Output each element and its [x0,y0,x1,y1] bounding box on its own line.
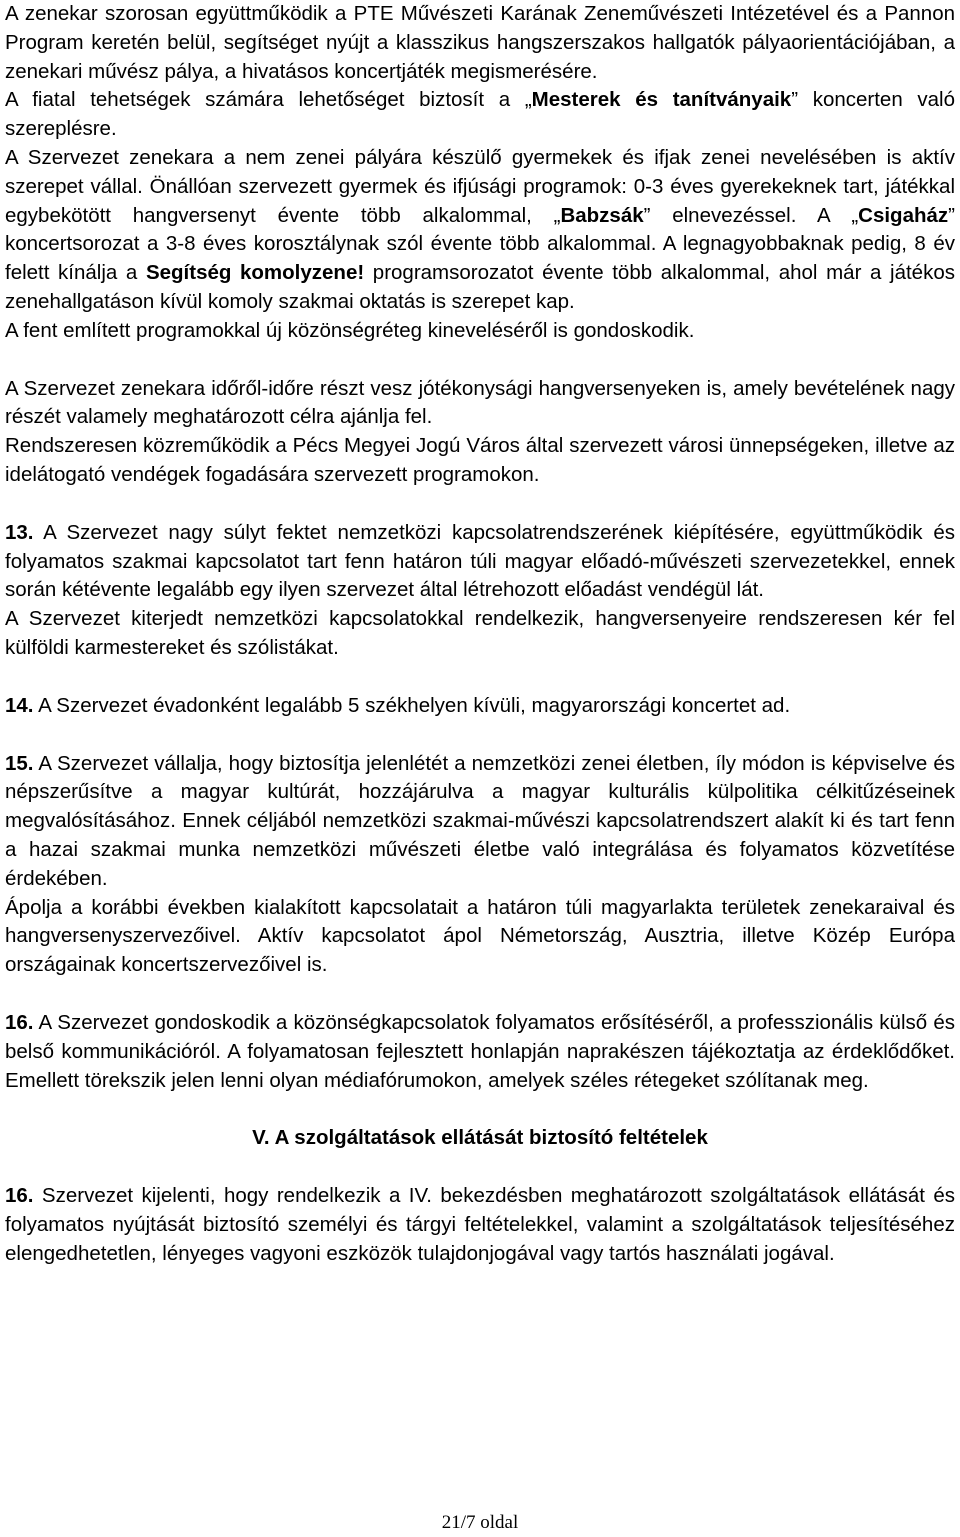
section-heading: V. A szolgáltatások ellátását biztosító feltételek [252,1126,708,1150]
spacer [5,721,955,750]
program-csigahaz: Csigaház [858,203,949,227]
item-13: 13. A Szervezet nagy súlyt fektet nemzetközi kapcsolatrendszerének kiépítésére, együttműködik és folyamatos szakmai kapcsolatot tart fenn határon túli magyar előadó-művészeti szervezetekkel, ennek során kétévente legalább egy ilyen szervezet által létrehozott előadást vendégül lát. [5,520,955,602]
item-number: 14. [5,693,34,717]
program-babzsak: Babzsák [560,203,644,227]
item-number: 15. [5,751,34,775]
concert-name: Mesterek és tanítványaik [531,88,792,112]
paragraph-charity: A Szervezet zenekara időről-időre részt vesz jótékonysági hangversenyeken is, amely bevételének nagy részét valamely meghatározott célra ajánlja fel. [5,376,955,429]
page-number: 21/7 oldal [441,1512,519,1533]
paragraph-youth-programs: A Szervezet zenekara a nem zenei pályára készülő gyermekek és ifjak zenei nevelésében is aktív szerepet vállal. Önállóan szervezett gyermek és ifjúsági programok: 0-3 éves gyerekeknek tart, játékkal egybekötött hangversenyt évente több alkalommal, „Babzsák” elnevezéssel. A „Csigaház” koncertsorozat a 3-8 éves korosztálynak szól évente több alkalommal. A legnagyobbaknak pedig, 8 év felett kínálja a Segítség komolyzene! programsorozatot évente több alkalommal, ahol már a játékos zenehallgatáson kívül komoly szakmai oktatás is szerepet kap. [5,145,955,313]
paragraph-city-events: Rendszeresen közreműködik a Pécs Megyei Jogú Város által szervezett városi ünnepségeken, illetve az idelátogató vendégek fogadására szervezett programokon. [5,434,955,486]
spacer [5,346,955,375]
paragraph-talents: A fiatal tehetségek számára lehetőséget biztosít a „Mesterek és tanítványaik” koncerten való szereplésre. [5,88,956,141]
item-14: 14. A Szervezet évadonként legalább 5 székhelyen kívüli, magyarországi koncertet ad. [5,693,791,717]
spacer [5,490,955,519]
spacer [5,663,955,692]
paragraph-new-audience: A fent említett programokkal új közönségréteg kineveléséről is gondoskodik. [5,318,695,342]
program-segitseg: Segítség komolyzene! [145,261,365,285]
item-15-continued: Ápolja a korábbi években kialakított kapcsolatait a határon túli magyarlakta területek zenekaraival és hangversenyszervezőivel. Aktív kapcsolatot ápol Németország, Ausztria, illetve Közép Európa országainak koncertszervezőivel is. [5,895,955,977]
item-15: 15. A Szervezet vállalja, hogy biztosítja jelenlétét a nemzetközi zenei életben, íly módon is képviselve és népszerűsítve a magyar kultúrát, hozzájárulva a magyar kulturális külpolitika célkitűzéseinek megvalósításához. Ennek céljából nemzetközi szakmai-művészi kapcsolatrendszert alakít ki és tart fenn a hazai szakmai munka nemzetközi művészeti életbe való integrálása és folyamatos közvetítése érdekében. [5,751,955,890]
item-number: 13. [5,520,34,544]
spacer [5,980,955,1009]
item-number: 16. [5,1184,34,1208]
item-16-communication: 16. A Szervezet gondoskodik a közönségkapcsolatok folyamatos erősítéséről, a professzionális külső és belső kommunikációról. A folyamatosan fejlesztett honlapján naprakészen tájékoztatja az érdeklődőket. Emellett törekszik jelen lenni olyan médiafórumokon, amelyek széles rétegeket szólítanak meg. [5,1010,955,1092]
document-page [5,0,955,1268]
paragraph-cooperation: A zenekar szorosan együttműködik a PTE Művészeti Karának Zeneművészeti Intézetével és a Pannon Program keretén belül, segítséget nyújt a klasszikus hangszerszakos hallgatók pályaorientációjában, a zenekari művész pálya, a hivatásos koncertjáték megismerésére. [5,2,955,83]
spacer [5,1095,955,1124]
item-number: 16. [5,1010,34,1034]
item-16-conditions: 16. Szervezet kijelenti, hogy rendelkezik a IV. bekezdésben meghatározott szolgáltatások ellátását és folyamatos nyújtását biztosító személyi és tárgyi feltételekkel, valamint a szolgáltatások teljesítéséhez elengedhetetlen, lényeges vagyoni eszközök tulajdonjogával vagy tartós használati jogával. [5,1184,955,1265]
spacer [5,1153,955,1182]
item-13-continued: A Szervezet kiterjedt nemzetközi kapcsolatokkal rendelkezik, hangversenyeire rendszeresen kér fel külföldi karmestereket és szólistákat. [5,607,955,659]
